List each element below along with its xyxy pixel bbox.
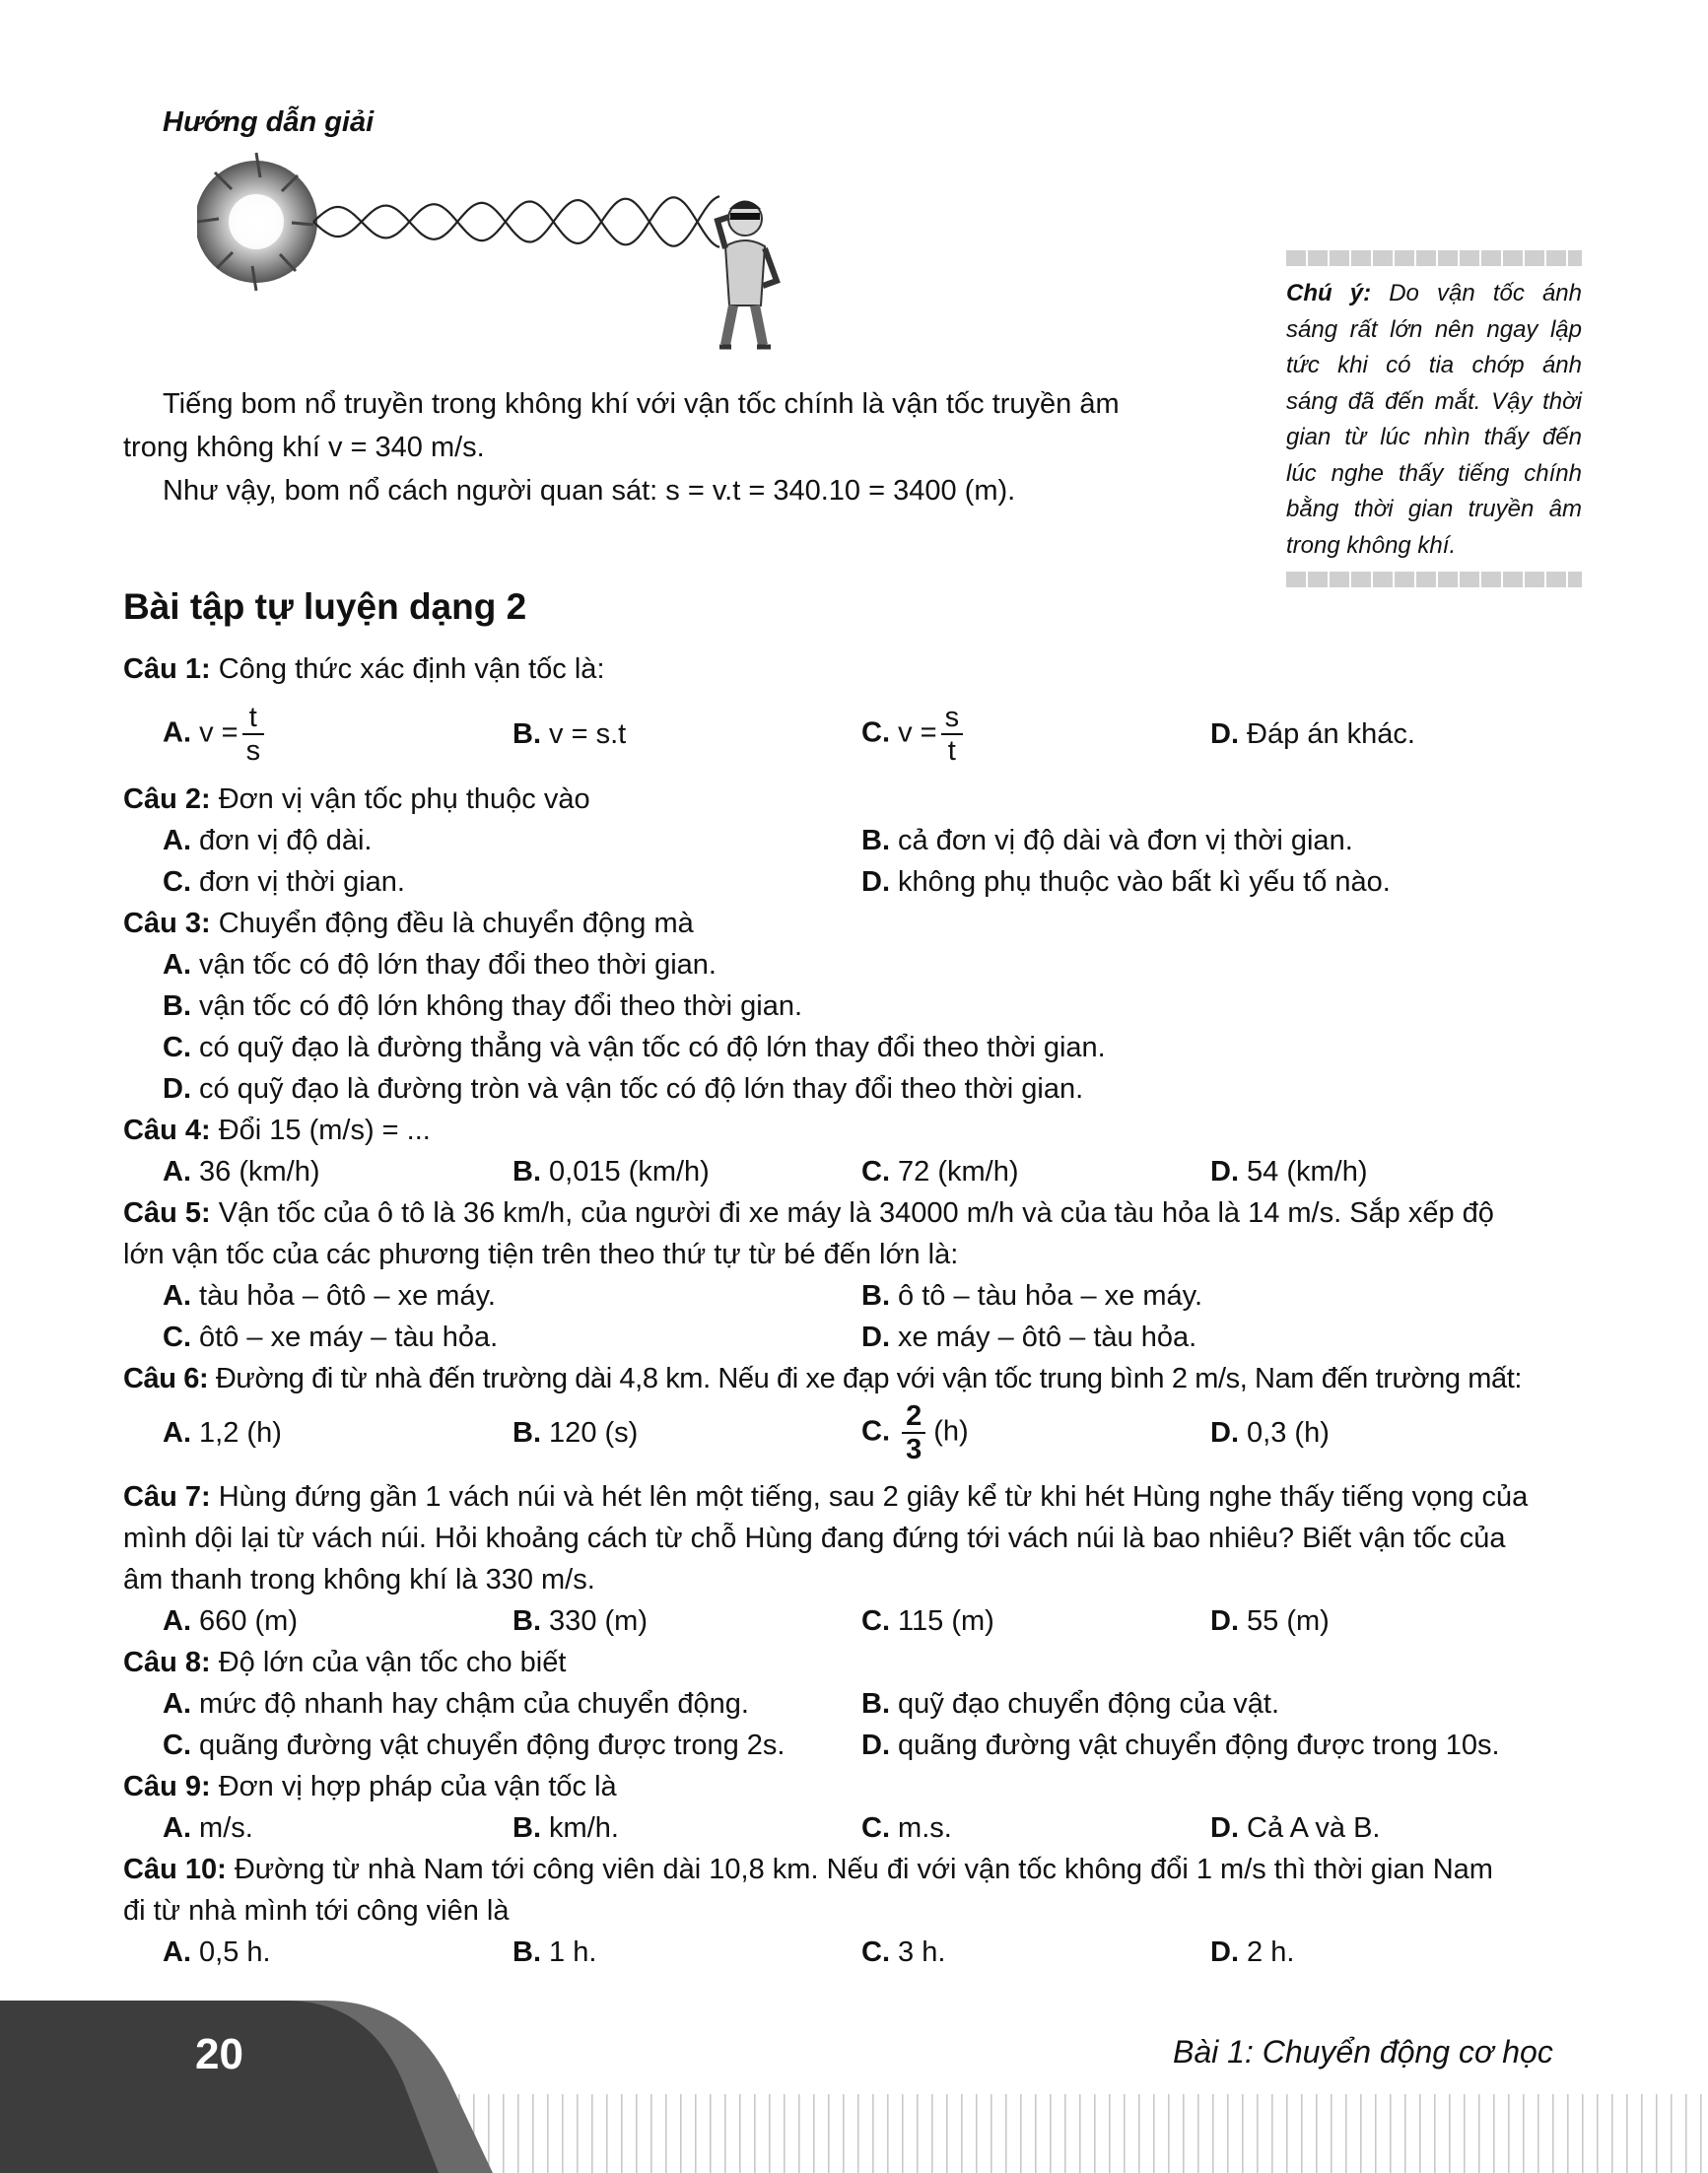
- option-text: Đáp án khác.: [1239, 718, 1415, 750]
- option-d: [1210, 1412, 1330, 1454]
- option-key: A.: [163, 1280, 191, 1312]
- option-text: 0,015 (km/h): [541, 1156, 710, 1188]
- option-a: [163, 1600, 298, 1642]
- option-b: [512, 1932, 596, 1973]
- note-top-border: [1286, 250, 1582, 266]
- person-icon: [717, 201, 777, 348]
- option-a: [163, 702, 264, 767]
- fraction: [941, 702, 964, 767]
- option-c: [861, 1807, 952, 1849]
- option-text: m.s.: [890, 1812, 952, 1844]
- option-key: C.: [163, 1322, 191, 1353]
- option-text: quãng đường vật chuyển động được trong 2s.: [191, 1730, 786, 1761]
- option-a: [163, 1807, 253, 1849]
- question-5: [123, 1192, 1582, 1234]
- option-b: [861, 1683, 1279, 1725]
- question-text: Vận tốc của ô tô là 36 km/h, của người đi xe máy là 34000 m/h và của tàu hỏa là 14 m/s. Sắp xếp độ: [210, 1197, 1494, 1229]
- option-key: B.: [512, 1417, 541, 1449]
- option-text: 55 (m): [1239, 1605, 1330, 1637]
- option-text: đơn vị thời gian.: [191, 866, 405, 898]
- explosion-sound-illustration: [197, 148, 788, 360]
- question-9: [123, 1766, 1582, 1807]
- option-text: cả đơn vị độ dài và đơn vị thời gian.: [890, 825, 1353, 856]
- option-key: D.: [1210, 1417, 1239, 1449]
- question-5-line-2: lớn vận tốc của các phương tiện trên theo thứ tự từ bé đến lớn là:: [123, 1239, 959, 1270]
- option-key: A.: [163, 825, 191, 856]
- option-key: A.: [163, 1812, 191, 1844]
- option-key: B.: [512, 1936, 541, 1968]
- option-key: B.: [163, 990, 191, 1022]
- option-key: D.: [1210, 1812, 1239, 1844]
- option-text: 2 h.: [1239, 1936, 1295, 1968]
- question-text: Đường đi từ nhà đến trường dài 4,8 km. Nếu đi xe đạp với vận tốc trung bình 2 m/s, Nam đến trường mất:: [208, 1363, 1523, 1394]
- option-key: D.: [861, 1730, 890, 1761]
- fraction-denominator: t: [947, 735, 956, 767]
- question-3: [123, 903, 1582, 944]
- option-key: C.: [861, 716, 890, 749]
- option-a: [163, 1932, 271, 1973]
- solution-line-3: Như vậy, bom nổ cách người quan sát: s = v.t = 340.10 = 3400 (m).: [163, 475, 1016, 507]
- option-key: D.: [1210, 1936, 1239, 1968]
- option-c: [861, 1151, 1019, 1192]
- option-a: [163, 1412, 282, 1454]
- option-c: [861, 702, 963, 767]
- option-c: [861, 1932, 945, 1973]
- question-label: Câu 1:: [123, 653, 211, 685]
- fraction-denominator: s: [245, 735, 261, 767]
- question-text: Đơn vị hợp pháp của vận tốc là: [210, 1771, 617, 1802]
- option-text: quãng đường vật chuyển động được trong 10s.: [890, 1730, 1500, 1761]
- option-text: 36 (km/h): [191, 1156, 320, 1188]
- option-text: ô tô – tàu hỏa – xe máy.: [890, 1280, 1203, 1312]
- option-d: [861, 1725, 1500, 1766]
- option-text: 3 h.: [890, 1936, 946, 1968]
- note-body: Do vận tốc ánh sáng rất lớn nên ngay lập tức khi có tia chớp ánh sáng đã đến mắt. Vậy thời gian từ lúc nhìn thấy đến lúc nghe thấy tiếng chính bằng thời gian truyền âm trong không khí.: [1286, 280, 1582, 559]
- option-key: C.: [861, 1415, 890, 1448]
- option-d: [1210, 1600, 1330, 1642]
- option-c: [163, 1725, 785, 1766]
- option-text: v = s.t: [541, 718, 627, 750]
- option-key: D.: [1210, 1156, 1239, 1188]
- option-key: A.: [163, 716, 191, 749]
- question-7-line-3: âm thanh trong không khí là 330 m/s.: [123, 1564, 595, 1596]
- option-text: tàu hỏa – ôtô – xe máy.: [191, 1280, 496, 1312]
- question-label: Câu 6:: [123, 1363, 209, 1394]
- footer-decoration: [0, 1981, 1708, 2173]
- option-key: A.: [163, 1688, 191, 1720]
- question-8: [123, 1642, 1582, 1683]
- option-key: B.: [861, 1688, 890, 1720]
- option-key: B.: [512, 1812, 541, 1844]
- option-a: [163, 1683, 749, 1725]
- question-label: Câu 10:: [123, 1854, 227, 1885]
- option-text: có quỹ đạo là đường tròn và vận tốc có độ lớn thay đổi theo thời gian.: [191, 1073, 1084, 1105]
- option-d: [163, 1068, 1083, 1110]
- option-a: [163, 1275, 496, 1317]
- option-text: 0,5 h.: [191, 1936, 271, 1968]
- fraction: [242, 702, 265, 767]
- option-key: A.: [163, 949, 191, 981]
- option-key: A.: [163, 1605, 191, 1637]
- option-a: [163, 820, 372, 861]
- option-text: km/h.: [541, 1812, 619, 1844]
- option-key: D.: [861, 1322, 890, 1353]
- option-d: [861, 1317, 1196, 1358]
- option-text: vận tốc có độ lớn thay đổi theo thời gian.: [191, 949, 717, 981]
- option-key: C.: [163, 1032, 191, 1063]
- question-6: [123, 1358, 1582, 1399]
- option-text: 1,2 (h): [191, 1417, 282, 1449]
- option-text: m/s.: [191, 1812, 253, 1844]
- option-a: [163, 944, 717, 985]
- option-b: [163, 985, 802, 1027]
- question-label: Câu 5:: [123, 1197, 211, 1229]
- option-text: quỹ đạo chuyển động của vật.: [890, 1688, 1280, 1720]
- question-text: Hùng đứng gần 1 vách núi và hét lên một tiếng, sau 2 giây kể từ khi hét Hùng nghe thấy tiếng vọng của: [210, 1481, 1529, 1513]
- option-a: [163, 1151, 320, 1192]
- question-label: Câu 2:: [123, 783, 211, 815]
- option-text: không phụ thuộc vào bất kì yếu tố nào.: [890, 866, 1391, 898]
- option-text: Cả A và B.: [1239, 1812, 1381, 1844]
- option-c: [163, 1317, 498, 1358]
- note-text: [1286, 266, 1582, 572]
- option-c: [163, 861, 405, 903]
- formula-lhs: v =: [199, 716, 239, 749]
- fraction-denominator: 3: [906, 1434, 922, 1465]
- option-d: [1210, 713, 1415, 755]
- option-key: D.: [1210, 718, 1239, 750]
- option-key: D.: [163, 1073, 191, 1105]
- option-b: [512, 713, 626, 755]
- option-c: [861, 1400, 969, 1465]
- option-key: C.: [861, 1156, 890, 1188]
- option-text: 0,3 (h): [1239, 1417, 1330, 1449]
- option-b: [861, 820, 1353, 861]
- option-text: 115 (m): [890, 1605, 994, 1637]
- option-key: B.: [861, 825, 890, 856]
- option-key: C.: [861, 1936, 890, 1968]
- option-b: [512, 1807, 619, 1849]
- question-4: [123, 1110, 1582, 1151]
- note-label: Chú ý:: [1286, 280, 1372, 306]
- question-1: [123, 648, 1582, 690]
- explosion-icon: [197, 153, 317, 291]
- option-b: [512, 1151, 710, 1192]
- option-text: 330 (m): [541, 1605, 648, 1637]
- question-label: Câu 7:: [123, 1481, 211, 1513]
- question-label: Câu 3:: [123, 908, 211, 939]
- fraction-numerator: 2: [902, 1400, 925, 1434]
- question-text: Độ lớn của vận tốc cho biết: [210, 1647, 567, 1678]
- chapter-title: Bài 1: Chuyển động cơ học: [1173, 2034, 1553, 2070]
- option-c: [163, 1027, 1106, 1068]
- page-number: 20: [195, 2030, 243, 2078]
- option-text: vận tốc có độ lớn không thay đổi theo thời gian.: [191, 990, 803, 1022]
- option-key: D.: [1210, 1605, 1239, 1637]
- question-label: Câu 4:: [123, 1115, 211, 1146]
- fraction-numerator: t: [242, 702, 265, 735]
- question-2: [123, 779, 1582, 820]
- note-box: [1286, 250, 1582, 587]
- question-text: Đường từ nhà Nam tới công viên dài 10,8 km. Nếu đi với vận tốc không đổi 1 m/s thì thời gian Nam: [226, 1854, 1493, 1885]
- option-text: 54 (km/h): [1239, 1156, 1368, 1188]
- option-key: C.: [861, 1812, 890, 1844]
- question-7: [123, 1476, 1582, 1518]
- option-c: [861, 1600, 994, 1642]
- question-7-line-2: mình dội lại từ vách núi. Hỏi khoảng cách từ chỗ Hùng đang đứng tới vách núi là bao nhiêu? Biết vận tốc của: [123, 1523, 1506, 1554]
- option-key: A.: [163, 1156, 191, 1188]
- option-text: 120 (s): [541, 1417, 639, 1449]
- question-label: Câu 9:: [123, 1771, 211, 1802]
- solution-line-1: Tiếng bom nổ truyền trong không khí với vận tốc chính là vận tốc truyền âm: [163, 388, 1120, 420]
- option-b: [512, 1412, 638, 1454]
- solution-line-2: trong không khí v = 340 m/s.: [123, 432, 485, 463]
- option-key: B.: [512, 1156, 541, 1188]
- question-text: Đơn vị vận tốc phụ thuộc vào: [210, 783, 590, 815]
- option-text: xe máy – ôtô – tàu hỏa.: [890, 1322, 1197, 1353]
- option-text: mức độ nhanh hay chậm của chuyển động.: [191, 1688, 749, 1720]
- option-key: C.: [163, 1730, 191, 1761]
- fraction-numerator: s: [941, 702, 964, 735]
- section-title: Bài tập tự luyện dạng 2: [123, 586, 527, 627]
- note-bottom-border: [1286, 572, 1582, 587]
- option-key: A.: [163, 1417, 191, 1449]
- formula-lhs: v =: [898, 716, 937, 749]
- option-text: ôtô – xe máy – tàu hỏa.: [191, 1322, 499, 1353]
- solution-guide-title: Hướng dẫn giải: [163, 106, 375, 138]
- option-d: [861, 861, 1391, 903]
- option-d: [1210, 1807, 1380, 1849]
- option-key: B.: [512, 718, 541, 750]
- option-b: [512, 1600, 648, 1642]
- option-key: B.: [512, 1605, 541, 1637]
- question-text: Chuyển động đều là chuyển động mà: [210, 908, 694, 939]
- question-label: Câu 8:: [123, 1647, 211, 1678]
- question-10: [123, 1849, 1582, 1890]
- option-key: D.: [861, 866, 890, 898]
- option-key: A.: [163, 1936, 191, 1968]
- option-d: [1210, 1151, 1368, 1192]
- option-text: 1 h.: [541, 1936, 597, 1968]
- sound-wave-icon: [313, 196, 719, 247]
- option-text: 660 (m): [191, 1605, 298, 1637]
- question-10-line-2: đi từ nhà mình tới công viên là: [123, 1895, 510, 1927]
- option-b: [861, 1275, 1202, 1317]
- option-text: đơn vị độ dài.: [191, 825, 373, 856]
- question-text: Công thức xác định vận tốc là:: [210, 653, 605, 685]
- option-key: C.: [861, 1605, 890, 1637]
- option-key: C.: [163, 866, 191, 898]
- option-unit: (h): [925, 1415, 969, 1448]
- option-text: có quỹ đạo là đường thẳng và vận tốc có độ lớn thay đổi theo thời gian.: [191, 1032, 1106, 1063]
- question-text: Đổi 15 (m/s) = ...: [210, 1115, 431, 1146]
- fraction: [902, 1400, 925, 1465]
- option-text: 72 (km/h): [890, 1156, 1019, 1188]
- option-d: [1210, 1932, 1294, 1973]
- option-key: B.: [861, 1280, 890, 1312]
